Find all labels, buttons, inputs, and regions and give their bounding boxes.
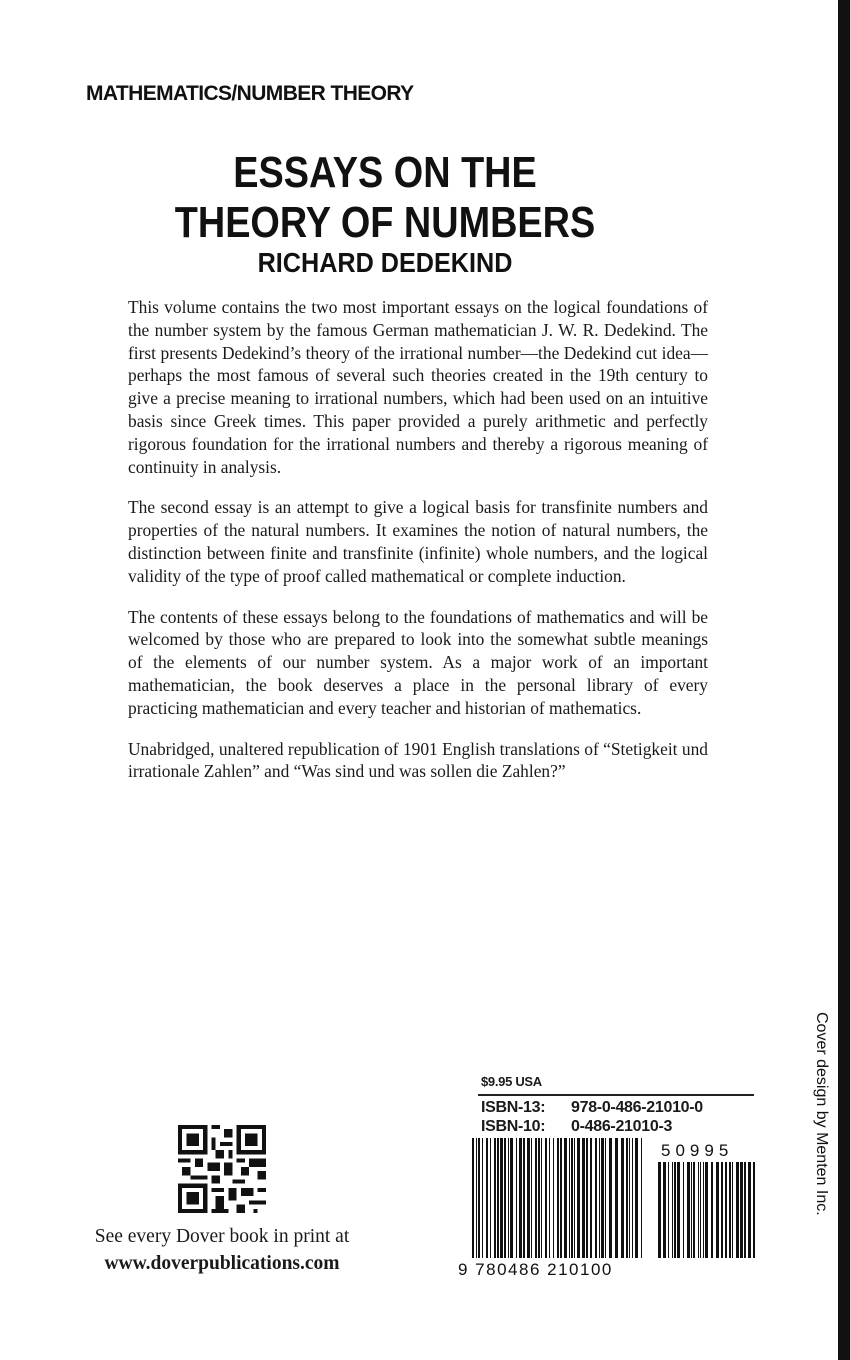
barcode-bar	[691, 1162, 692, 1258]
barcode-addon-digits: 50995	[661, 1141, 734, 1160]
description-paragraph-1: This volume contains the two most important essays on the logical foundations of the number system by the famous German mathematician J. W. R. Dedekind. The first presents Dedekind’s theory of the irrational number—the Dedekind cut idea—perhaps the most famous of several such theories created in the 19th century to give a precise meaning to irrational numbers, which had been used on an intuitive basis since Greek times. This paper provided a purely arithmetic and perfectly rigorous foundation for the irrational numbers and thereby a rigorous meaning of continuity in analysis.	[128, 297, 708, 477]
barcode-bar	[482, 1138, 483, 1258]
barcode-bar	[527, 1138, 530, 1258]
barcode-bar	[698, 1162, 699, 1258]
barcode-bar	[523, 1138, 525, 1258]
barcode-bar	[504, 1138, 506, 1258]
barcode-bar	[490, 1138, 491, 1258]
description-paragraph-3: The contents of these essays belong to the foundations of mathematics and will be welcomed by those who are prepared to look into the somewhat subtle meanings of the elements of our number system. As a major work of an important mathematician, the book deserves a place in the personal library of every practicing mathematician and every teacher and historian of mathematics.	[128, 606, 708, 718]
barcode-bar	[486, 1138, 488, 1258]
barcode-bar	[672, 1162, 673, 1258]
barcode-bar	[557, 1138, 559, 1258]
isbn-10-row	[481, 1118, 672, 1136]
dover-website-link[interactable]: www.doverpublications.com	[104, 1253, 340, 1274]
dover-promo-text: See every Dover book in print at	[94, 1226, 350, 1247]
barcode-bar	[721, 1162, 723, 1258]
barcode-bar	[700, 1162, 701, 1258]
barcode-bar	[658, 1162, 661, 1258]
barcode-bar	[571, 1138, 573, 1258]
barcode-main-bars	[472, 1138, 642, 1258]
barcode-bar	[711, 1162, 713, 1258]
barcode-bar	[497, 1138, 499, 1258]
barcode-bar	[674, 1162, 676, 1258]
barcode-bar	[531, 1138, 532, 1258]
barcode-bar	[693, 1162, 695, 1258]
barcode-bar	[516, 1138, 517, 1258]
barcode-bar	[549, 1138, 550, 1258]
barcode-bar	[621, 1138, 624, 1258]
barcode-bar	[545, 1138, 547, 1258]
barcode-bar	[510, 1138, 513, 1258]
description	[128, 296, 708, 801]
barcode-bar	[574, 1138, 575, 1258]
barcode-bar	[476, 1138, 477, 1258]
barcode-bar	[687, 1162, 690, 1258]
barcode-bar	[732, 1162, 733, 1258]
barcode-bar	[641, 1138, 642, 1258]
isbn-10-label: ISBN-10:	[481, 1118, 546, 1135]
category-label: MATHEMATICS/NUMBER THEORY	[86, 82, 414, 105]
barcode-bar	[605, 1138, 606, 1258]
isbn-13-value: 978-0-486-21010-0	[571, 1099, 703, 1116]
barcode-bar	[705, 1162, 708, 1258]
book-title-line-1: ESSAYS ON THE	[233, 148, 537, 197]
barcode-bar	[553, 1138, 554, 1258]
barcode-bar	[599, 1138, 600, 1258]
barcode-main-digits: 9 780486 210100	[458, 1260, 613, 1278]
barcode-bar	[683, 1162, 684, 1258]
barcode-bar	[753, 1162, 755, 1258]
barcode-bar	[744, 1162, 746, 1258]
barcode-bar	[472, 1138, 474, 1258]
price-divider	[478, 1094, 754, 1096]
isbn-13-row	[481, 1099, 703, 1117]
barcode	[458, 1138, 758, 1278]
barcode-bar	[615, 1138, 618, 1258]
description-paragraph-4: Unabridged, unaltered republication of 1901 English translations of “Stetigkeit und irrationale Zahlen” and “Was sind und was sollen die Zahlen?”	[128, 738, 708, 782]
barcode-bar	[519, 1138, 522, 1258]
barcode-bar	[725, 1162, 727, 1258]
barcode-bar	[736, 1162, 739, 1258]
isbn-13-label: ISBN-13:	[481, 1099, 546, 1116]
cover-credit: Cover design by Menten Inc.	[813, 1012, 830, 1216]
barcode-bar	[500, 1138, 503, 1258]
barcode-bar	[590, 1138, 592, 1258]
barcode-bar	[577, 1138, 580, 1258]
isbn-10-value: 0-486-21010-3	[571, 1118, 673, 1135]
barcode-bar	[740, 1162, 743, 1258]
barcode-bar	[478, 1138, 480, 1258]
barcode-bar	[508, 1138, 509, 1258]
barcode-bar	[609, 1138, 612, 1258]
barcode-bar	[494, 1138, 496, 1258]
book-title	[54, 148, 716, 248]
barcode-bar	[564, 1138, 567, 1258]
barcode-bar	[601, 1138, 604, 1258]
barcode-bar	[541, 1138, 542, 1258]
barcode-bar	[716, 1162, 719, 1258]
author-name: RICHARD DEDEKIND	[257, 247, 513, 278]
barcode-bar	[632, 1138, 633, 1258]
barcode-bar	[586, 1138, 588, 1258]
barcode-bar	[703, 1162, 704, 1258]
barcode-bar	[582, 1138, 585, 1258]
price-label: $9.95 USA	[481, 1074, 542, 1089]
barcode-bar	[629, 1138, 630, 1258]
barcode-bar	[626, 1138, 628, 1258]
description-paragraph-2: The second essay is an attempt to give a logical basis for transfinite numbers and properties of the natural numbers. It examines the notion of natural numbers, the distinction between finite and transfinite (infinite) whole numbers, and the logical validity of the type of proof called mathematical or complete induction.	[128, 497, 708, 586]
barcode-bar	[663, 1162, 666, 1258]
barcode-bar	[635, 1138, 638, 1258]
cover-edge-strip	[838, 0, 850, 1360]
barcode-bar	[748, 1162, 751, 1258]
barcode-addon-bars	[658, 1162, 755, 1258]
barcode-bar	[535, 1138, 537, 1258]
barcode-bar	[569, 1138, 570, 1258]
barcode-bar	[668, 1162, 669, 1258]
qr-code-icon	[178, 1125, 266, 1213]
barcode-bar	[560, 1138, 562, 1258]
barcode-bar	[729, 1162, 731, 1258]
barcode-bar	[538, 1138, 540, 1258]
barcode-bar	[595, 1138, 597, 1258]
book-title-line-2: THEORY OF NUMBERS	[174, 198, 596, 247]
barcode-bar	[677, 1162, 680, 1258]
